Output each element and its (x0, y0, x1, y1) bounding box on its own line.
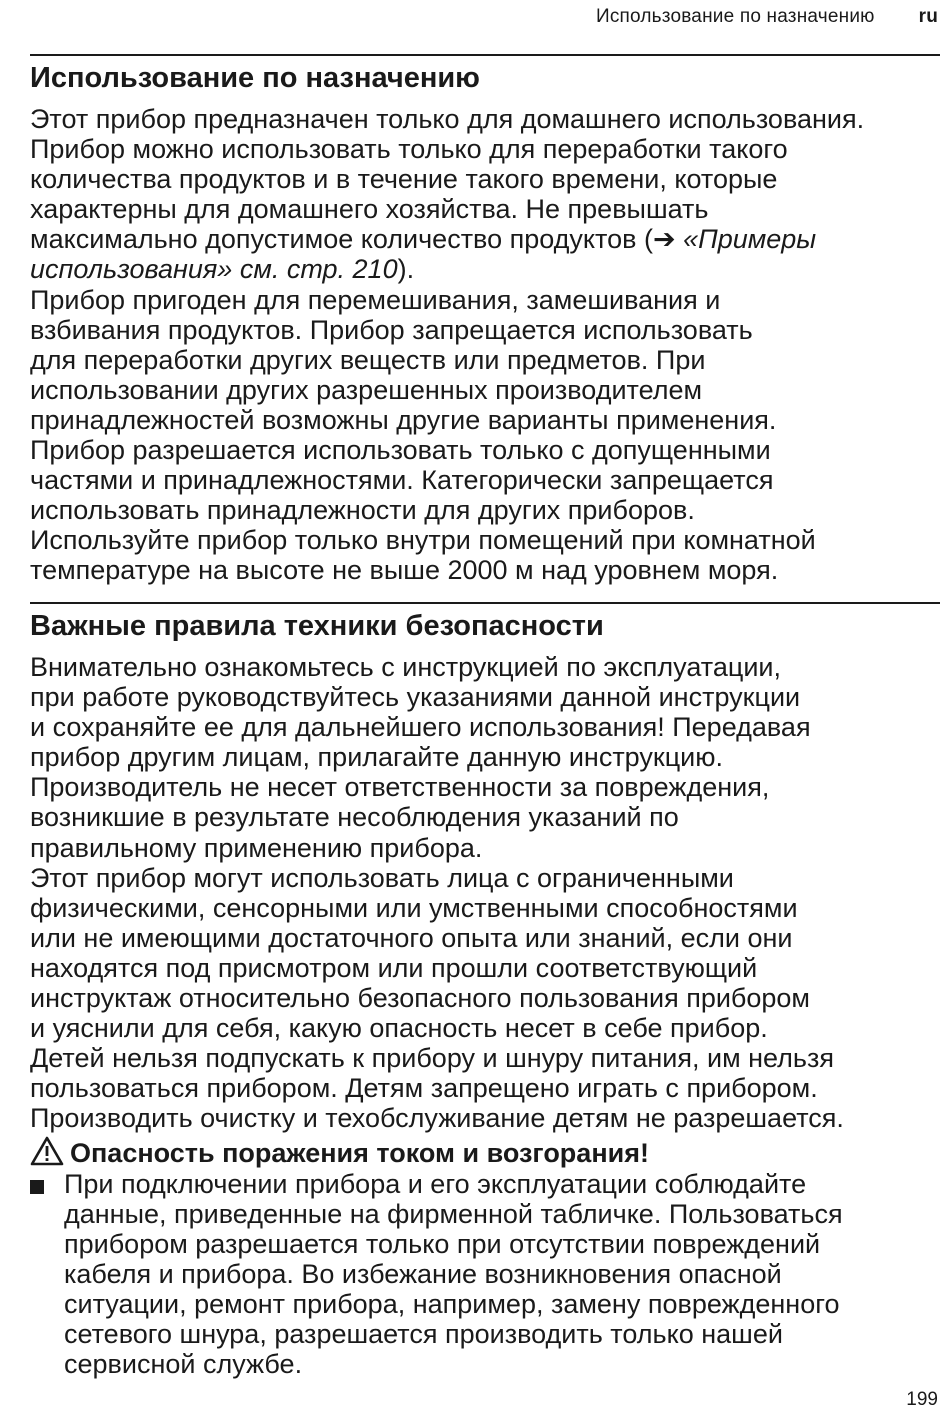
text-line-with-reference (30, 224, 942, 254)
text-line: Детей нельзя подпускать к прибору и шнуру питания, им нельзя (30, 1043, 834, 1074)
text-line: прибор другим лицам, прилагайте данную инструкцию. (30, 742, 724, 773)
text-line: характерны для домашнего хозяйства. Не превышать (30, 194, 709, 225)
text-line: данные, приведенные на фирменной табличке. Пользоваться (64, 1198, 843, 1229)
text-line: или не имеющими достаточного опыта или знаний, если они (30, 922, 793, 953)
text-line: прибором разрешается только при отсутствии повреждений (64, 1228, 821, 1259)
warning-heading (30, 1136, 942, 1169)
text-line: сетевого шнура, разрешается производить только нашей (64, 1318, 783, 1349)
text-line: Этот прибор предназначен только для домашнего использования. (30, 104, 865, 134)
text-line: возникшие в результате несоблюдения указаний по (30, 802, 679, 833)
warning-title: Опасность поражения током и возгорания! (70, 1137, 649, 1168)
text-line: При подключении прибора и его эксплуатации соблюдайте (64, 1168, 807, 1199)
text-line: взбивания продуктов. Прибор запрещается использовать (30, 314, 753, 345)
running-header (596, 6, 938, 28)
arrow-right-icon: ➔ (652, 224, 676, 255)
section-title: Важные правила техники безопасности (30, 610, 604, 642)
text-line: Прибор разрешается использовать только с допущенными (30, 435, 771, 466)
text-line-with-reference (30, 254, 942, 284)
list-item (30, 1169, 942, 1380)
text-line: температуре на высоте не выше 2000 м над уровнем моря. (30, 555, 779, 586)
running-header-title: Использование по назначению (595, 6, 875, 27)
text-line: Внимательно ознакомьтесь с инструкцией по эксплуатации, (30, 652, 782, 682)
text-line: Производитель не несет ответственности за повреждения, (30, 772, 770, 803)
section-body (30, 104, 942, 586)
text-line: пользоваться прибором. Детям запрещено играть с прибором. (30, 1073, 818, 1104)
text-line: правильному применению прибора. (30, 832, 483, 863)
text-fragment: ). (397, 254, 415, 285)
text-line: и сохраняйте ее для дальнейшего использования! Передавая (30, 712, 811, 743)
section-intended-use (30, 60, 942, 586)
text-line: частями и принадлежностями. Категорически запрещается (30, 465, 774, 496)
text-line: принадлежностей возможны другие варианты применения. (30, 404, 777, 435)
page-reference-link[interactable]: «Примеры (683, 224, 817, 255)
text-fragment: максимально допустимое количество продуктов ( (30, 224, 653, 255)
text-line: инструктаж относительно безопасного пользования прибором (30, 983, 810, 1014)
page-reference-link[interactable]: использования» см. стр. 210 (30, 254, 398, 285)
warning-triangle-icon (30, 1136, 64, 1166)
section-divider (30, 602, 940, 604)
section-safety (30, 608, 942, 1379)
square-bullet-icon (30, 1180, 44, 1194)
section-divider (30, 54, 940, 56)
text-line: физическими, сенсорными или умственными способностями (30, 892, 798, 923)
text-line: для переработки других веществ или предметов. При (30, 344, 706, 375)
text-line: при работе руководствуйтесь указаниями данной инструкции (30, 682, 801, 713)
text-line: Прибор можно использовать только для переработки такого (30, 134, 788, 165)
text-line: находятся под присмотром или прошли соответствующий (30, 952, 758, 983)
section-title: Использование по назначению (30, 62, 480, 94)
language-code: ru (918, 6, 938, 27)
text-line: и уяснили для себя, какую опасность несет в себе прибор. (30, 1013, 768, 1044)
text-line: кабеля и прибора. Во избежание возникновения опасной (64, 1258, 782, 1289)
text-line: Этот прибор могут использовать лица с ограниченными (30, 862, 734, 893)
text-line: использовать принадлежности для других приборов. (30, 495, 695, 526)
text-line: использовании других разрешенных производителем (30, 374, 703, 405)
page-number: 199 (906, 1389, 938, 1410)
text-line: Производить очистку и техобслуживание детям не разрешается. (30, 1103, 844, 1134)
section-body (30, 652, 942, 1379)
text-line: количества продуктов и в течение такого времени, которые (30, 164, 778, 195)
text-line: ситуации, ремонт прибора, например, замену поврежденного (64, 1288, 840, 1319)
text-line: Используйте прибор только внутри помещений при комнатной (30, 525, 816, 556)
text-line: Прибор пригоден для перемешивания, замешивания и (30, 284, 721, 315)
text-line: сервисной службе. (64, 1349, 303, 1380)
